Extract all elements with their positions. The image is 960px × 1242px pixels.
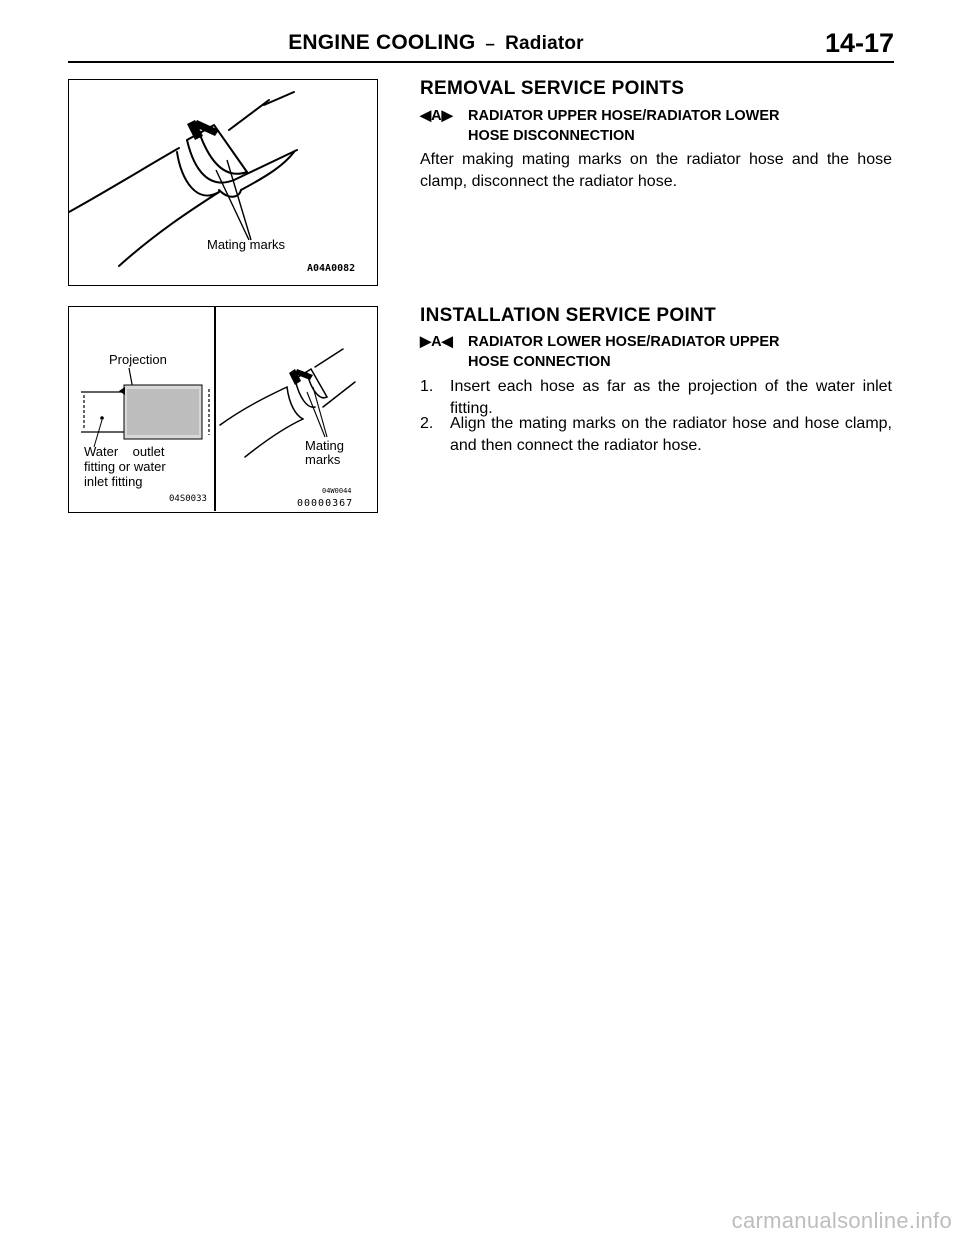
site-watermark: carmanualsonline.info: [731, 1208, 952, 1233]
installation-step-2: [420, 413, 892, 457]
removal-marker: ◀A▶: [420, 108, 453, 124]
installation-heading: INSTALLATION SERVICE POINT: [420, 305, 716, 326]
left-figure-code: 04S0033: [169, 494, 207, 504]
mating-marks-label: Mating marks: [207, 237, 286, 252]
mating-label-line2: marks: [305, 452, 341, 467]
removal-title-line2: HOSE DISCONNECTION: [468, 128, 635, 144]
figure-hose-mating-marks: [68, 79, 378, 286]
header-rule: [68, 61, 894, 63]
right-figure-code-small: 04W0044: [322, 487, 352, 495]
removal-body: After making mating marks on the radiator hose and the hose clamp, disconnect the radiator hose.: [420, 151, 892, 190]
removal-title-line1: RADIATOR UPPER HOSE/RADIATOR LOWER: [468, 108, 780, 124]
removal-subheading: [420, 106, 780, 146]
projection-label: Projection: [109, 352, 167, 367]
installation-title-line2: HOSE CONNECTION: [468, 354, 611, 370]
installation-title-line1: RADIATOR LOWER HOSE/RADIATOR UPPER: [468, 334, 780, 350]
installation-subheading: [420, 332, 780, 372]
removal-heading: REMOVAL SERVICE POINTS: [420, 78, 685, 99]
figure-code: A04A0082: [307, 263, 356, 274]
mating-label-line1: Mating: [305, 438, 345, 453]
step-text: Align the mating marks on the radiator hose and hose clamp, and then connect the radiator hose.: [450, 415, 892, 454]
title-separator: –: [485, 34, 496, 53]
hose-clamp-drawing: [69, 80, 376, 284]
installation-marker: ▶A◀: [420, 334, 453, 350]
section-subtitle: Radiator: [505, 33, 584, 54]
fitting-label-line2: fitting or water: [84, 459, 166, 474]
section-title: ENGINE COOLING: [288, 31, 476, 54]
right-figure-code: 00000367: [297, 498, 354, 509]
page-header: [68, 28, 894, 58]
hose-mating-marks-drawing: [215, 307, 377, 511]
header-title: [68, 31, 804, 55]
page-number: 14-17: [824, 28, 894, 58]
fitting-label-line3: inlet fitting: [84, 474, 143, 489]
step-number: 2.: [420, 415, 434, 432]
step-text: Insert each hose as far as the projection of the water inlet fitting.: [450, 378, 892, 417]
figure-hose-installation: [68, 306, 378, 513]
fitting-label-line1: Water outlet: [84, 444, 165, 459]
step-number: 1.: [420, 378, 434, 395]
